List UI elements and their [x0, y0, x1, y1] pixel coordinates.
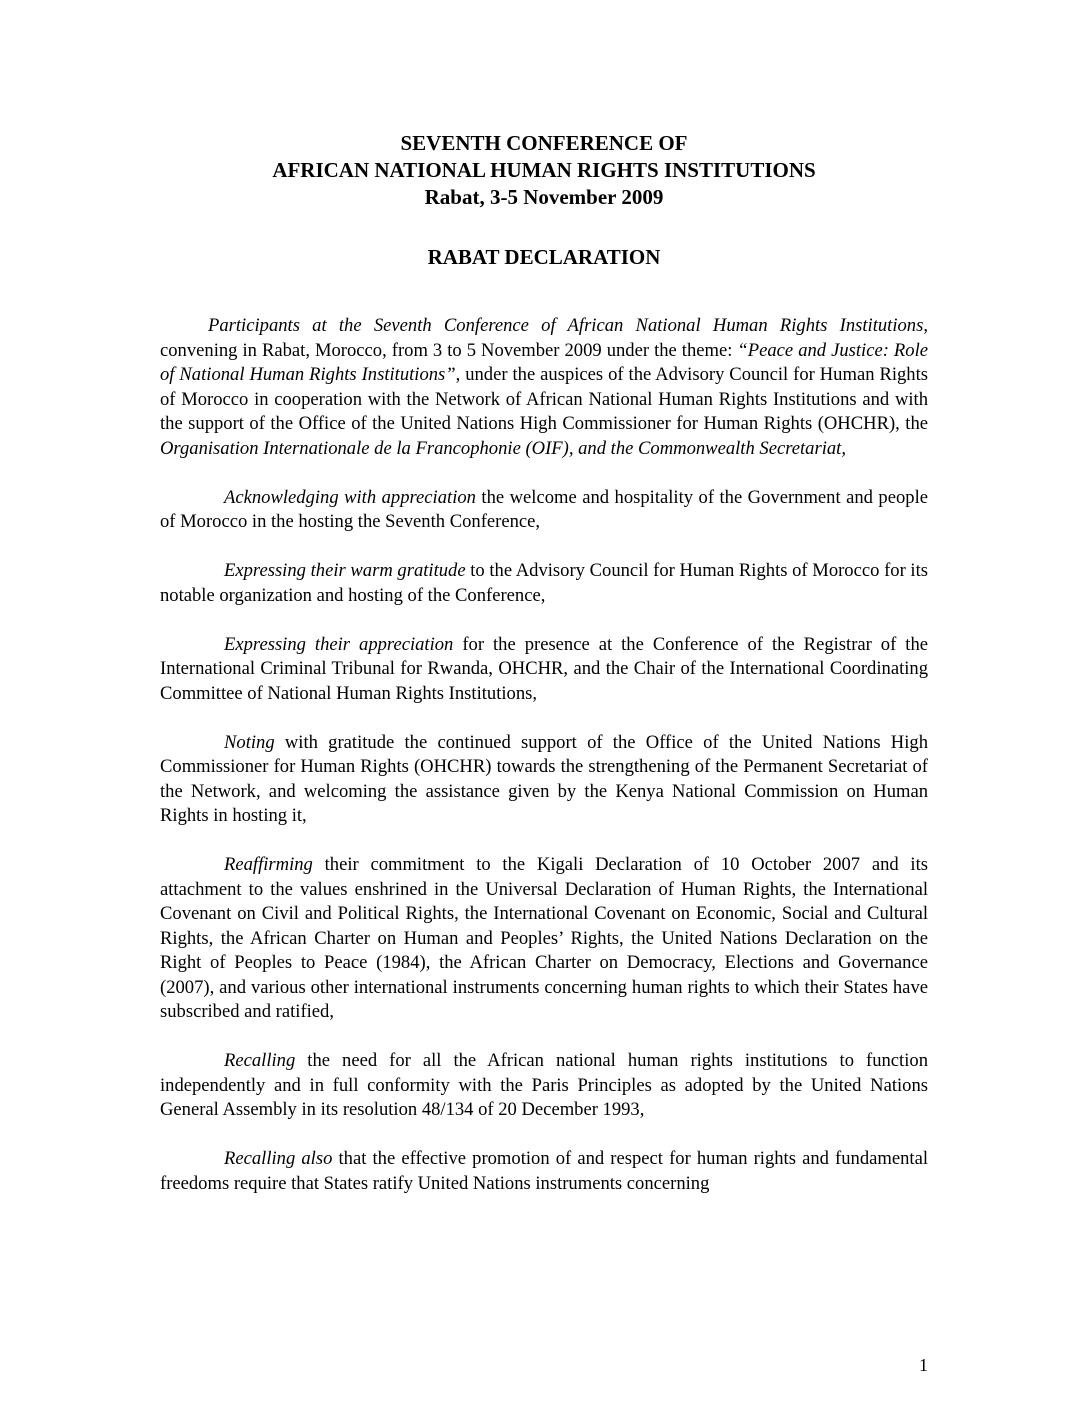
paragraph-text: , under the auspices of the Advisory Council for Human Rights of Morocco in cooperation with the Network of African National Human Rights Institutions and with the support of the Office of the United Nations High Commissioner for Human Rights (OHCHR), the	[160, 364, 929, 434]
conference-theme: “Peace and Justice: Role of National Human Rights Institutions”	[160, 339, 928, 385]
paragraph-recalling-also	[160, 1147, 928, 1196]
paragraph-noting	[160, 731, 928, 829]
paragraph-text: for the presence at the Conference of the Registrar of the International Criminal Tribunal for Rwanda, OHCHR, and the Chair of the International Coordinating Committee of National Human Rights Institutions,	[160, 633, 928, 704]
conference-header	[160, 130, 928, 211]
paragraph-text: with gratitude the continued support of the Office of the United Nations High Commissioner for Human Rights (OHCHR) towards the strengthening of the Permanent Secretariat of the Network, and welcoming the assistance given by the Kenya National Commission on Human Rights in hosting it,	[160, 731, 928, 826]
paragraph-text: to the Advisory Council for Human Rights of Morocco for its notable organization and hosting of the Conference,	[160, 560, 928, 606]
paragraph-lead: Noting	[224, 731, 275, 753]
header-line-1: SEVENTH CONFERENCE OF	[400, 131, 688, 155]
paragraph-lead: Recalling	[224, 1050, 296, 1071]
paragraph-tail: Organisation Internationale de la Francophonie (OIF), and the Commonwealth Secretariat,	[160, 437, 846, 459]
header-line-2: AFRICAN NATIONAL HUMAN RIGHTS INSTITUTIONS	[272, 158, 816, 182]
paragraph-text: , convening in Rabat, Morocco, from 3 to 5 November 2009 under the theme:	[160, 315, 928, 361]
paragraph-participants	[160, 314, 928, 461]
paragraph-text: their commitment to the Kigali Declaration of 10 October 2007 and its attachment to the values enshrined in the Universal Declaration of Human Rights, the International Covenant on Civil and Political Rights, the International Covenant on Economic, Social and Cultural Rights, the African Charter on Human and Peoples’ Rights, the United Nations Declaration on the Right of Peoples to Peace (1984), the African Charter on Democracy, Elections and Governance (2007), and various other international instruments concerning human rights to which their States have subscribed and ratified,	[160, 854, 928, 1022]
paragraph-lead: Expressing their warm gratitude	[224, 560, 466, 581]
paragraph-text: the need for all the African national human rights institutions to function independently and in full conformity with the Paris Principles as adopted by the United Nations General Assembly in its resolution 48/134 of 20 December 1993,	[160, 1050, 928, 1120]
paragraph-appreciation	[160, 633, 928, 707]
paragraph-lead: Reaffirming	[224, 854, 313, 875]
paragraph-lead: Recalling also	[224, 1148, 333, 1169]
paragraph-text: that the effective promotion of and respect for human rights and fundamental freedoms require that States ratify United Nations instruments concerning	[160, 1148, 928, 1194]
header-line-3: Rabat, 3-5 November 2009	[424, 185, 664, 209]
page-number: 1	[919, 1355, 928, 1375]
paragraph-recalling	[160, 1049, 928, 1123]
paragraph-acknowledging	[160, 486, 928, 535]
paragraph-reaffirming	[160, 853, 928, 1025]
paragraph-lead: Participants at the Seventh Conference of African National Human Rights Institutions	[208, 315, 924, 336]
declaration-title: RABAT DECLARATION	[427, 245, 661, 269]
paragraph-lead: Acknowledging with appreciation	[224, 486, 476, 508]
paragraph-text: the welcome and hospitality of the Government and people of Morocco in the hosting the Seventh Conference,	[160, 486, 928, 532]
paragraph-lead: Expressing their appreciation	[224, 633, 454, 655]
declaration-body	[160, 314, 928, 1221]
paragraph-gratitude	[160, 559, 928, 608]
